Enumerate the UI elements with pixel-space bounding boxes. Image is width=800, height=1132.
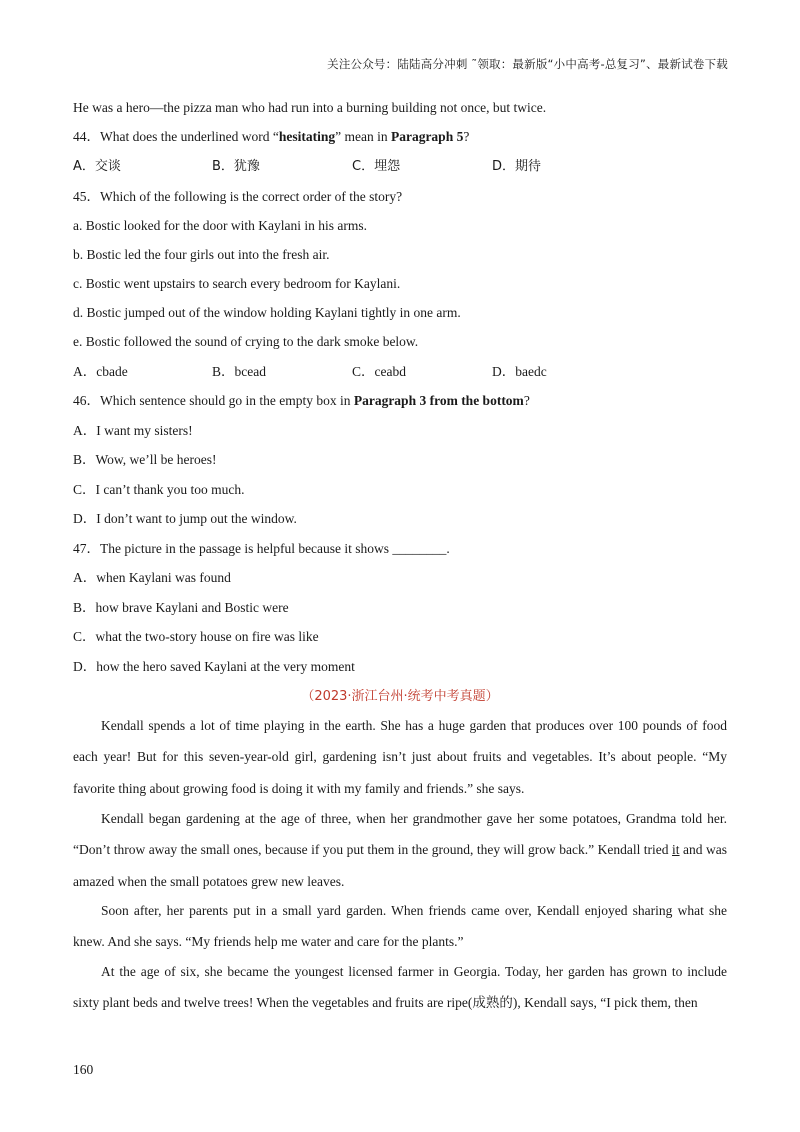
paragraph-2-part-1: Kendall began gardening at the age of three, when her grandmother gave her some potatoes, Grandma told her. “Don’t throw away the small ones, because if you put them in the ground, they will grow back.” Kendall tried xyxy=(73,811,727,858)
question-45: 45．Which of the following is the correct order of the story? xyxy=(73,189,403,204)
intro-line: He was a hero—the pizza man who had run into a burning building not once, but twice. xyxy=(73,100,547,115)
q45-item-e: e. Bostic followed the sound of crying to the dark smoke below. xyxy=(73,334,419,349)
q45-option-a[interactable]: A．cbade xyxy=(73,364,128,379)
q45-item-d: d. Bostic jumped out of the window holding Kaylani tightly in one arm. xyxy=(73,305,461,320)
q44-prefix: 44．What does the underlined word “ xyxy=(73,129,279,144)
underlined-it: it xyxy=(672,842,680,858)
q44-mid: ” mean in xyxy=(335,129,391,144)
question-46 xyxy=(73,392,530,410)
q47-option-a[interactable]: A．when Kaylani was found xyxy=(73,570,231,585)
q45-option-b[interactable]: B．bcead xyxy=(212,364,266,379)
page-number: 160 xyxy=(73,1062,94,1077)
q46-ref: Paragraph 3 from the bottom xyxy=(353,393,524,408)
page-header: 关注公众号：陆陆高分冲刺 ˜领取：最新版“小中高考-总复习”、最新试卷下载 xyxy=(327,57,728,71)
q47-option-d[interactable]: D．how the hero saved Kaylani at the very moment xyxy=(73,659,355,674)
q44-ref: Paragraph 5 xyxy=(390,129,464,144)
q44-suffix: ? xyxy=(463,129,470,144)
question-47: 47．The picture in the passage is helpful because it shows ________. xyxy=(73,541,450,556)
q45-item-b: b. Bostic led the four girls out into the fresh air. xyxy=(73,247,330,262)
q44-option-b[interactable]: B．犹豫 xyxy=(212,159,260,174)
paragraph-2 xyxy=(73,803,727,897)
q45-option-c[interactable]: C．ceabd xyxy=(352,364,406,379)
q46-option-a[interactable]: A．I want my sisters! xyxy=(73,423,193,438)
q44-option-a[interactable]: A．交谈 xyxy=(73,159,121,174)
q45-option-d[interactable]: D．baedc xyxy=(492,364,547,379)
q45-item-c: c. Bostic went upstairs to search every bedroom for Kaylani. xyxy=(73,276,401,291)
q47-option-c[interactable]: C．what the two-story house on fire was like xyxy=(73,629,319,644)
q47-option-b[interactable]: B．how brave Kaylani and Bostic were xyxy=(73,600,289,615)
q46-suffix: ? xyxy=(523,393,530,408)
paragraph-4: At the age of six, she became the youngest licensed farmer in Georgia. Today, her garden has grown to include sixty plant beds and twelve trees! When the vegetables and fruits are ripe(成熟的), Kendall says, “I pick them, then xyxy=(73,964,727,1011)
paragraph-3: Soon after, her parents put in a small yard garden. When friends came over, Kendall enjoyed sharing what she knew. And she says. “My friends help me water and care for the plants.” xyxy=(73,903,727,950)
q44-option-c[interactable]: C．埋怨 xyxy=(352,159,401,174)
paragraph-1: Kendall spends a lot of time playing in the earth. She has a huge garden that produces over 100 pounds of food each year! But for this seven-year-old girl, gardening isn’t just about fruits and vegetables. It’s about people. “My favorite thing about growing food is doing it with my family and friends.” she says. xyxy=(73,718,727,796)
q45-item-a: a. Bostic looked for the door with Kaylani in his arms. xyxy=(73,218,367,233)
q46-option-d[interactable]: D．I don’t want to jump out the window. xyxy=(73,511,297,526)
q44-word: hesitating xyxy=(278,129,336,144)
passage-source: （2023·浙江台州·统考中考真题） xyxy=(301,689,499,704)
q46-option-c[interactable]: C．I can’t thank you too much. xyxy=(73,482,245,497)
question-44 xyxy=(73,128,469,146)
q46-option-b[interactable]: B．Wow, we’ll be heroes! xyxy=(73,452,217,467)
q44-option-d[interactable]: D．期待 xyxy=(492,159,542,174)
paragraph-2-part-2: and was amazed when the small potatoes grew new leaves. xyxy=(73,842,727,889)
q46-prefix: 46．Which sentence should go in the empty box in xyxy=(73,393,354,408)
